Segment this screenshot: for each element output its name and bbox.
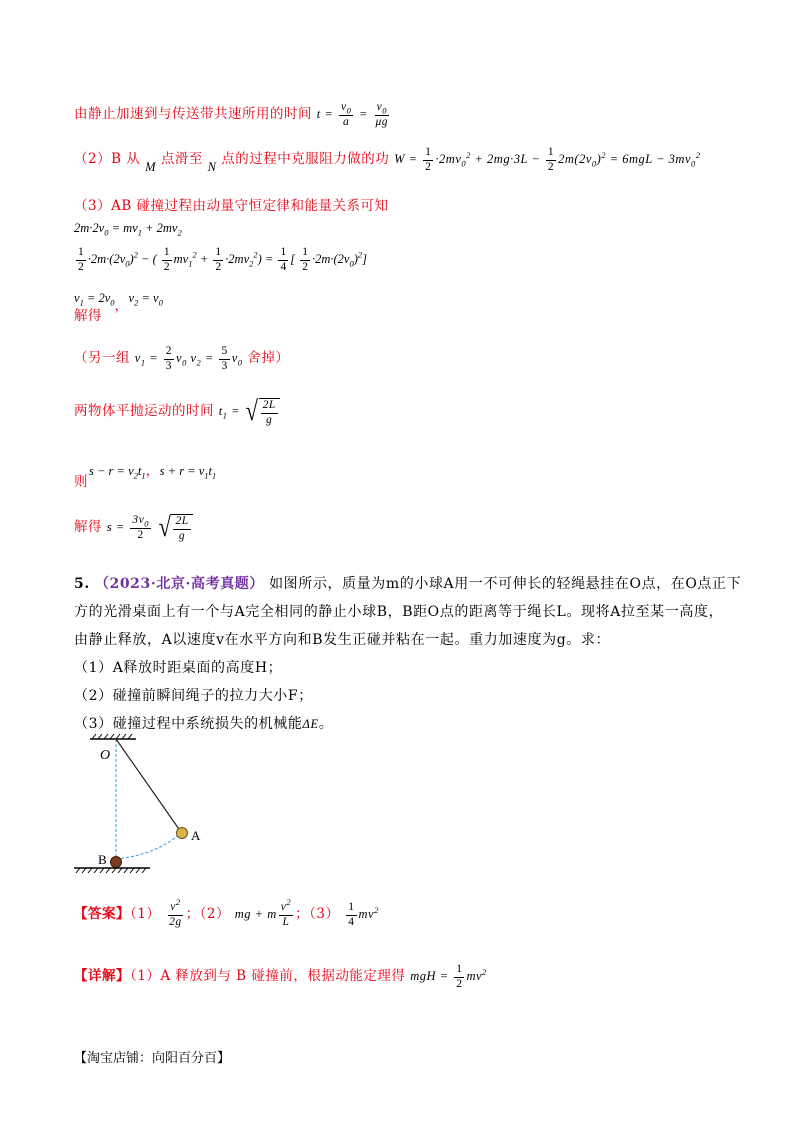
answer-part-3-label: ；（3）	[295, 906, 340, 922]
swing-arc	[116, 833, 181, 859]
answer-line: 【答案】（1） $\frac{v^2}{2g}$ ；（2） mg + m $\frac{v^2}{L}$ ；（3） $\frac{1}{4}$ $mv^2$	[74, 897, 379, 928]
answer-part-2-label: ；（2）	[185, 906, 230, 922]
question-1: （1）A释放时距桌面的高度H；	[74, 660, 283, 676]
comma: ，	[145, 463, 160, 479]
alt-suffix: 舍掉	[247, 350, 276, 366]
question-3-tail: 。	[318, 716, 334, 732]
alternate-solution: （另一组 $v_1$ = $\frac{2}{3}$ $v_0$ $v_2$ = $\frac{5}{3}$ $v_0$ 舍掉）	[74, 345, 290, 372]
label-b: B	[98, 852, 107, 867]
formula-work: W = $\frac{1}{2}$ $\cdot 2mv_0^2 + 2mg\cdot 3L$ − $\frac{1}{2}$ $2m(2v_0)^2 = 6mgL - 3mv_0^2$	[394, 146, 701, 173]
energy-equation: $\frac{1}{2}$ $\cdot 2m\cdot(2v_0)^2$ − ( $\frac{1}{2}$ $mv_1^2$ + $\frac{1}{2}$ $\cdot 2mv_2^2$) = $\frac{1}{4}$ [ $\frac{1}{2}$ $\cdot 2m\cdot(2v_0)^2$]	[78, 246, 368, 273]
solve-distance: 解得 s = $\frac{3v_0}{2}$ √ $\frac{2L}{g}$	[74, 514, 193, 542]
momentum-equation: $2m\cdot 2v_0 = mv_1 + 2mv_2$	[74, 221, 182, 238]
alt-close: ）	[275, 350, 290, 366]
part2-prefix: （2）B 从	[74, 151, 141, 167]
part2-suffix: 点的过程中克服阻力做的功	[221, 151, 390, 167]
solve-velocities: $^{v_1 = 2v_0}$，$^{v_2 = v_0}$	[74, 291, 163, 314]
solution-line-3: （3）AB 碰撞过程由动量守恒定律和能量关系可知	[74, 198, 389, 214]
solve-label-1: 解得	[74, 308, 102, 324]
flight-time-text: 两物体平抛运动的时间	[74, 402, 214, 419]
solution-line-1	[74, 102, 392, 128]
label-a: A	[191, 828, 201, 843]
alt-prefix: （另一组	[74, 350, 130, 366]
pendulum-string	[116, 739, 181, 832]
problem-text-1: 如图所示，质量为m的小球A用一不可伸长的轻绳悬挂在O点，在O点正下	[269, 576, 742, 592]
flight-time: 两物体平抛运动的时间 $t_1$ = √ $\frac{2L}{g}$	[74, 398, 280, 426]
pendulum-figure	[70, 733, 220, 878]
footer-shop: 【淘宝店铺：向阳百分百】	[74, 1051, 231, 1066]
detail-tag: 【详解】	[74, 968, 130, 984]
then-label: 则	[74, 474, 88, 490]
detail-line: 【详解】（1）A 释放到与 B 碰撞前，根据动能定理得 mgH = $\frac{1}{2}$ $mv^2$	[74, 963, 487, 990]
question-2: （2）碰撞前瞬间绳子的拉力大小F；	[74, 688, 313, 704]
problem-5-line-2: 方的光滑桌面上有一个与A完全相同的静止小球B，B距O点的距离等于绳长L。现将A拉至某一高度，	[74, 604, 724, 620]
comma: ，	[114, 298, 129, 314]
formula-time: t = $\frac{v_0}{a}$ = $\frac{v_0}{\mu g}$	[316, 101, 389, 128]
point-n: N	[207, 160, 217, 174]
problem-5-line-3: 由静止释放，A以速度v在水平方向和B发生正碰并粘在一起。重力加速度为g。求：	[74, 632, 611, 648]
point-m: M	[145, 160, 157, 174]
detail-text: （1）A 释放到与 B 碰撞前，根据动能定理得	[130, 968, 406, 984]
answer-tag: 【答案】	[74, 906, 130, 922]
problem-5-line-1	[74, 570, 741, 598]
question-3: （3）碰撞过程中系统损失的机械能ΔE。	[74, 716, 334, 732]
ball-b	[111, 857, 122, 868]
ball-a	[177, 828, 188, 839]
label-o: O	[100, 748, 111, 763]
solve-label-2: 解得	[74, 518, 102, 535]
problem-number: 5.	[74, 576, 90, 592]
question-3-text: （3）碰撞过程中系统损失的机械能	[74, 716, 303, 732]
part2-mid: 点滑至	[160, 151, 203, 167]
accel-time-text: 由静止加速到与传送带共速所用的时间	[74, 106, 312, 122]
displacement-equations: $s - r = v_2t_1$，$s + r = v_1t_1$	[89, 463, 217, 481]
solution-line-2	[74, 147, 701, 173]
answer-part-1-label: （1）	[130, 906, 161, 922]
problem-source: （2023·北京·高考真题）	[94, 576, 265, 592]
